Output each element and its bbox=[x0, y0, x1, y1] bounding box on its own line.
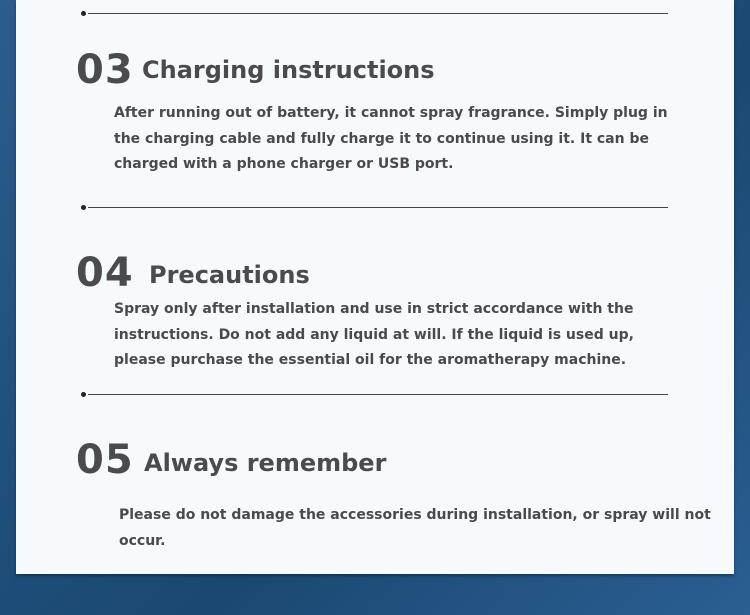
divider-bullet bbox=[81, 11, 86, 16]
section-divider bbox=[88, 394, 668, 395]
section-divider bbox=[88, 207, 668, 208]
section-title: Precautions bbox=[149, 261, 310, 289]
section-title: Always remember bbox=[144, 449, 387, 477]
section-body: Please do not damage the accessories during installation, or spray will not occur. bbox=[119, 507, 711, 549]
section-divider bbox=[88, 13, 668, 14]
section-number: 04 bbox=[76, 250, 134, 296]
instructions-card bbox=[16, 0, 734, 574]
section-body: Spray only after installation and use in strict accordance with the instructions. Do not add any liquid at will. If the liquid is used up, please purchase the essential oil for the aromatherapy machine. bbox=[114, 301, 634, 368]
divider-bullet bbox=[81, 205, 86, 210]
section-title: Charging instructions bbox=[142, 56, 435, 84]
section-body: After running out of battery, it cannot spray fragrance. Simply plug in the charging cable and fully charge it to continue using it. It can be charged with a phone charger or USB port. bbox=[114, 105, 668, 172]
divider-bullet bbox=[81, 392, 86, 397]
section-number: 03 bbox=[76, 47, 134, 93]
section-number: 05 bbox=[76, 437, 134, 483]
